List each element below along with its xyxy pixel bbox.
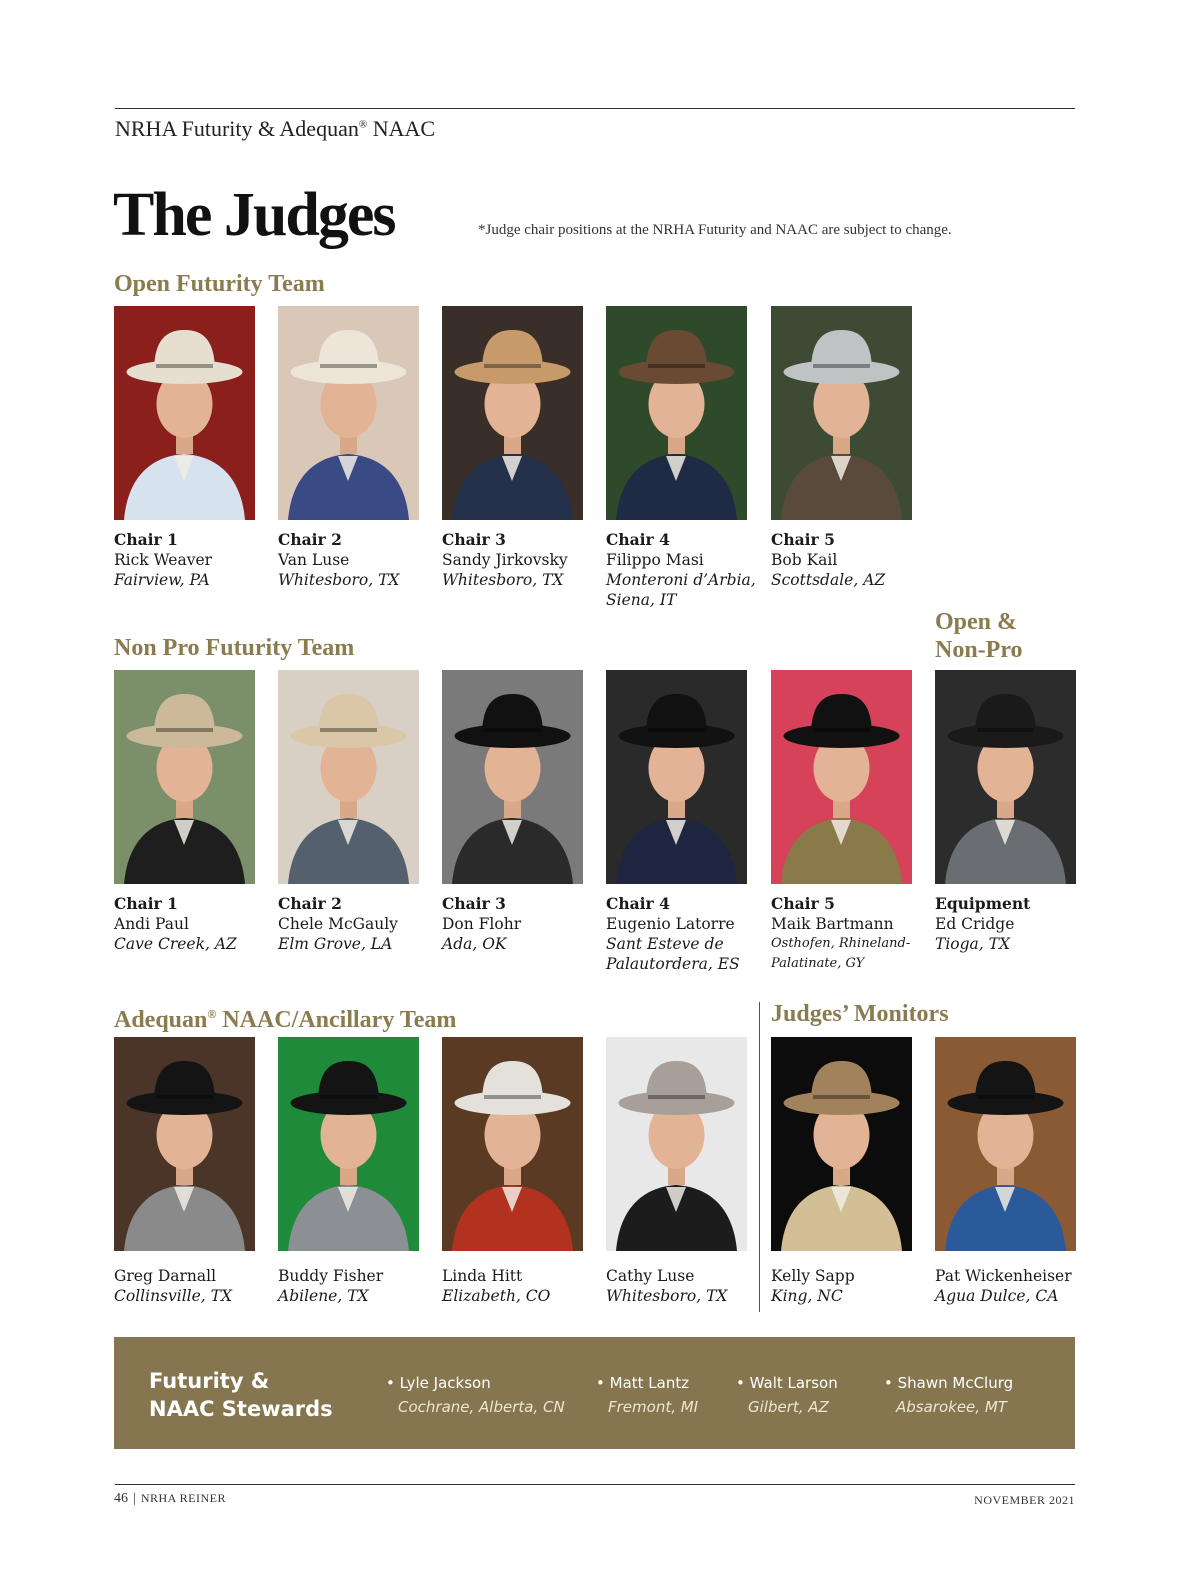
steward-location: Gilbert, AZ (748, 1398, 829, 1416)
judge-caption (114, 894, 264, 954)
judge-location: Scottsdale, AZ (771, 571, 886, 589)
judge-location-line2: Palatinate, GY (771, 956, 865, 971)
section-title-nonpro: Non Pro Futurity Team (114, 635, 355, 661)
judge-chair: Chair 1 (114, 894, 178, 913)
portrait-image (606, 670, 747, 884)
judge-photo (935, 1037, 1076, 1251)
judge-chair: Chair 5 (771, 894, 835, 913)
judge-photo (114, 306, 255, 520)
section-title-open: Open Futurity Team (114, 271, 325, 297)
judge-location: Abilene, TX (278, 1287, 369, 1305)
portrait-image (606, 1037, 747, 1251)
bottom-rule (115, 1484, 1075, 1485)
portrait-image (278, 670, 419, 884)
portrait-image (771, 670, 912, 884)
stewards-label (149, 1367, 333, 1423)
judge-photo (771, 1037, 912, 1251)
judge-photo (278, 670, 419, 884)
judge-caption (114, 1266, 264, 1306)
portrait-image (278, 306, 419, 520)
judge-location: Cave Creek, AZ (114, 935, 237, 953)
footer-separator: | (133, 1491, 136, 1506)
registered-mark: ® (207, 1007, 217, 1021)
steward-name: • Matt Lantz (596, 1374, 689, 1392)
judge-name: Eugenio Latorre (606, 915, 735, 933)
judge-chair: Chair 3 (442, 530, 506, 549)
judge-caption (442, 894, 592, 954)
portrait-image (935, 1037, 1076, 1251)
judge-caption (606, 894, 756, 974)
section-title-monitors: Judges’ Monitors (771, 1001, 949, 1027)
judge-location-line2: Siena, IT (606, 591, 677, 609)
publication-name: NRHA REINER (140, 1491, 226, 1505)
section-title-open-nonpro (935, 608, 1023, 664)
judge-photo (442, 306, 583, 520)
portrait-image (114, 1037, 255, 1251)
judge-name: Ed Cridge (935, 915, 1015, 933)
judge-location: Elizabeth, CO (442, 1287, 551, 1305)
judge-location: Ada, OK (442, 935, 507, 953)
judge-caption (278, 530, 428, 590)
judge-photo (278, 306, 419, 520)
judge-name: Van Luse (278, 551, 350, 569)
judge-chair: Chair 4 (606, 530, 670, 549)
top-rule (115, 108, 1075, 109)
stewards-panel (114, 1337, 1075, 1449)
judge-name: Kelly Sapp (771, 1267, 855, 1285)
judge-name: Don Flohr (442, 915, 522, 933)
judge-location: Whitesboro, TX (442, 571, 564, 589)
steward-location: Cochrane, Alberta, CN (398, 1398, 565, 1416)
judge-name: Pat Wickenheiser (935, 1267, 1072, 1285)
judge-caption (442, 530, 592, 590)
steward-location: Absarokee, MT (896, 1398, 1007, 1416)
column-divider (759, 1002, 760, 1312)
steward-name: • Walt Larson (736, 1374, 838, 1392)
judge-location: Whitesboro, TX (606, 1287, 728, 1305)
judge-caption (278, 1266, 428, 1306)
portrait-image (935, 670, 1076, 884)
portrait-image (771, 306, 912, 520)
judge-chair: Chair 1 (114, 530, 178, 549)
judge-name: Rick Weaver (114, 551, 213, 569)
portrait-image (278, 1037, 419, 1251)
judge-chair: Chair 3 (442, 894, 506, 913)
portrait-image (114, 670, 255, 884)
judge-location: Elm Grove, LA (278, 935, 393, 953)
disclaimer-note: *Judge chair positions at the NRHA Futurity and NAAC are subject to change. (478, 222, 952, 238)
judge-name: Linda Hitt (442, 1267, 523, 1285)
judge-photo (114, 1037, 255, 1251)
judge-photo (114, 670, 255, 884)
judge-photo (278, 1037, 419, 1251)
judge-name: Chele McGauly (278, 915, 398, 933)
judge-location-line1: Sant Esteve de (606, 935, 724, 953)
running-header (115, 116, 435, 142)
judge-caption (935, 1266, 1085, 1306)
judge-photo (771, 306, 912, 520)
portrait-image (771, 1037, 912, 1251)
judge-location: Tioga, TX (935, 935, 1011, 953)
judge-caption (771, 530, 921, 590)
portrait-image (606, 306, 747, 520)
judge-name: Andi Paul (114, 915, 189, 933)
judge-location: Fairview, PA (114, 571, 210, 589)
judge-location: Whitesboro, TX (278, 571, 400, 589)
issue-date: NOVEMBER 2021 (974, 1493, 1075, 1507)
section-title-naac-suffix: NAAC/Ancillary Team (216, 1007, 457, 1033)
judge-caption (278, 894, 428, 954)
section-title-naac-prefix: Adequan (114, 1007, 208, 1033)
section-title-open-nonpro-line2: Non-Pro (935, 637, 1023, 663)
portrait-image (442, 670, 583, 884)
running-header-suffix: NAAC (367, 116, 436, 141)
judge-location: Agua Dulce, CA (935, 1287, 1059, 1305)
steward-location: Fremont, MI (608, 1398, 699, 1416)
judge-photo (771, 670, 912, 884)
running-header-text: NRHA Futurity & Adequan (115, 116, 359, 141)
judge-caption (442, 1266, 592, 1306)
judge-location: King, NC (771, 1287, 843, 1305)
steward-name: • Lyle Jackson (386, 1374, 491, 1392)
stewards-label-line1: Futurity & (149, 1369, 270, 1393)
judge-photo (606, 670, 747, 884)
judge-location: Collinsville, TX (114, 1287, 233, 1305)
section-title-open-nonpro-line1: Open & (935, 609, 1018, 635)
registered-mark: ® (358, 118, 368, 131)
steward-item (596, 1371, 698, 1419)
judge-name: Cathy Luse (606, 1267, 695, 1285)
judge-photo (935, 670, 1076, 884)
judge-caption (606, 1266, 756, 1306)
judge-location-line2: Palautordera, ES (606, 955, 740, 973)
steward-item (884, 1371, 1013, 1419)
judge-name: Greg Darnall (114, 1267, 217, 1285)
judge-name: Sandy Jirkovsky (442, 551, 568, 569)
judge-chair: Equipment (935, 894, 1031, 913)
judge-name: Filippo Masi (606, 551, 704, 569)
steward-item (386, 1371, 565, 1419)
judge-caption (114, 530, 264, 590)
judge-photo (442, 1037, 583, 1251)
judge-caption (606, 530, 756, 610)
judge-caption (771, 894, 921, 974)
judge-location-line1: Osthofen, Rhineland- (771, 936, 911, 951)
judge-caption (771, 1266, 921, 1306)
steward-item (736, 1371, 838, 1419)
judge-photo (442, 670, 583, 884)
judge-chair: Chair 2 (278, 530, 342, 549)
judge-caption (935, 894, 1085, 954)
steward-name: • Shawn McClurg (884, 1374, 1013, 1392)
judge-chair: Chair 2 (278, 894, 342, 913)
section-title-naac (114, 1000, 456, 1034)
judge-name: Maik Bartmann (771, 915, 894, 933)
judge-chair: Chair 5 (771, 530, 835, 549)
judge-name: Bob Kail (771, 551, 838, 569)
page-number: 46 (114, 1491, 128, 1506)
portrait-image (442, 306, 583, 520)
judge-name: Buddy Fisher (278, 1267, 384, 1285)
footer-folio (114, 1491, 226, 1507)
page-title: The Judges (113, 181, 395, 249)
judge-photo (606, 306, 747, 520)
portrait-image (442, 1037, 583, 1251)
judge-location-line1: Monteroni d’Arbia, (606, 571, 756, 589)
judge-chair: Chair 4 (606, 894, 670, 913)
judge-photo (606, 1037, 747, 1251)
portrait-image (114, 306, 255, 520)
stewards-label-line2: NAAC Stewards (149, 1397, 333, 1421)
